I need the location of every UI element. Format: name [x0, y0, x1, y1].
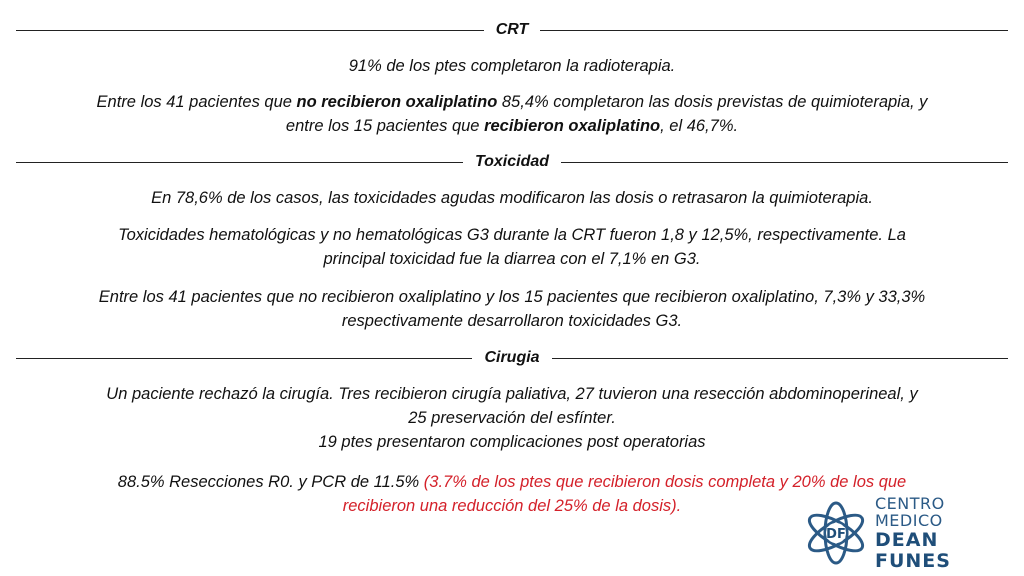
text-run: 88.5% Resecciones R0. y PCR de 11.5% — [117, 473, 424, 491]
logo-text — [875, 495, 1009, 572]
text-run: , el 46,7%. — [660, 117, 739, 135]
atom-dfc-icon — [803, 500, 869, 566]
divider-line — [16, 162, 463, 163]
text-run: respectivamente desarrollaron toxicidades G3. — [341, 312, 683, 330]
divider-line — [552, 358, 1008, 359]
divider-line — [16, 30, 484, 31]
divider-line — [16, 358, 472, 359]
text-run: 25 preservación del esfínter. — [408, 409, 616, 427]
text-run: entre los 15 pacientes que — [285, 117, 485, 135]
text-run: Toxicidades hematológicas y no hematológicas G3 durante la CRT fueron 1,8 y 12,5%, respectivamente. La — [118, 226, 906, 244]
text-run: 19 ptes presentaron complicaciones post operatorias — [318, 433, 706, 451]
bold-text: no recibieron oxaliplatino — [296, 93, 498, 111]
highlight-text: (3.7% de los ptes que recibieron dosis completa y 20% de los que — [423, 473, 907, 491]
highlight-text: recibieron una reducción del 25% de la dosis). — [342, 497, 682, 515]
toxicidad-paragraph-1 — [20, 186, 1004, 210]
logo-line-1: CENTRO MEDICO — [875, 493, 945, 531]
text-run: 91% de los ptes completaron la radioterapia. — [348, 57, 676, 75]
section-title: CRT — [495, 21, 529, 38]
centro-medico-logo — [803, 493, 1009, 572]
cirugia-paragraph-1 — [20, 382, 1004, 454]
text-run: Entre los 41 pacientes que — [96, 93, 297, 111]
section-title: Toxicidad — [474, 153, 550, 170]
section-header-cirugia — [16, 348, 1008, 368]
text-run: Un paciente rechazó la cirugía. Tres recibieron cirugía paliativa, 27 tuvieron una resección abdominoperineal, y — [106, 385, 918, 403]
bold-text: recibieron oxaliplatino — [484, 117, 661, 135]
toxicidad-paragraph-2 — [20, 223, 1004, 271]
section-header-toxicidad — [16, 152, 1008, 172]
crt-paragraph-2 — [20, 90, 1004, 138]
text-run: principal toxicidad fue la diarrea con el 7,1% en G3. — [323, 250, 701, 268]
divider-line — [540, 30, 1008, 31]
toxicidad-paragraph-3 — [20, 285, 1004, 333]
divider-line — [561, 162, 1008, 163]
svg-text:DF: DF — [826, 527, 846, 542]
section-header-crt — [16, 20, 1008, 40]
text-run: 85,4% completaron las dosis previstas de quimioterapia, y — [497, 93, 928, 111]
logo-line-2: DEAN FUNES — [875, 528, 951, 572]
text-run: Entre los 41 pacientes que no recibieron oxaliplatino y los 15 pacientes que recibieron oxaliplatino, 7,3% y 33,3% — [98, 288, 926, 306]
crt-paragraph-1 — [20, 54, 1004, 78]
text-run: En 78,6% de los casos, las toxicidades agudas modificaron las dosis o retrasaron la quimioterapia. — [151, 189, 873, 207]
section-title: Cirugia — [484, 349, 540, 366]
